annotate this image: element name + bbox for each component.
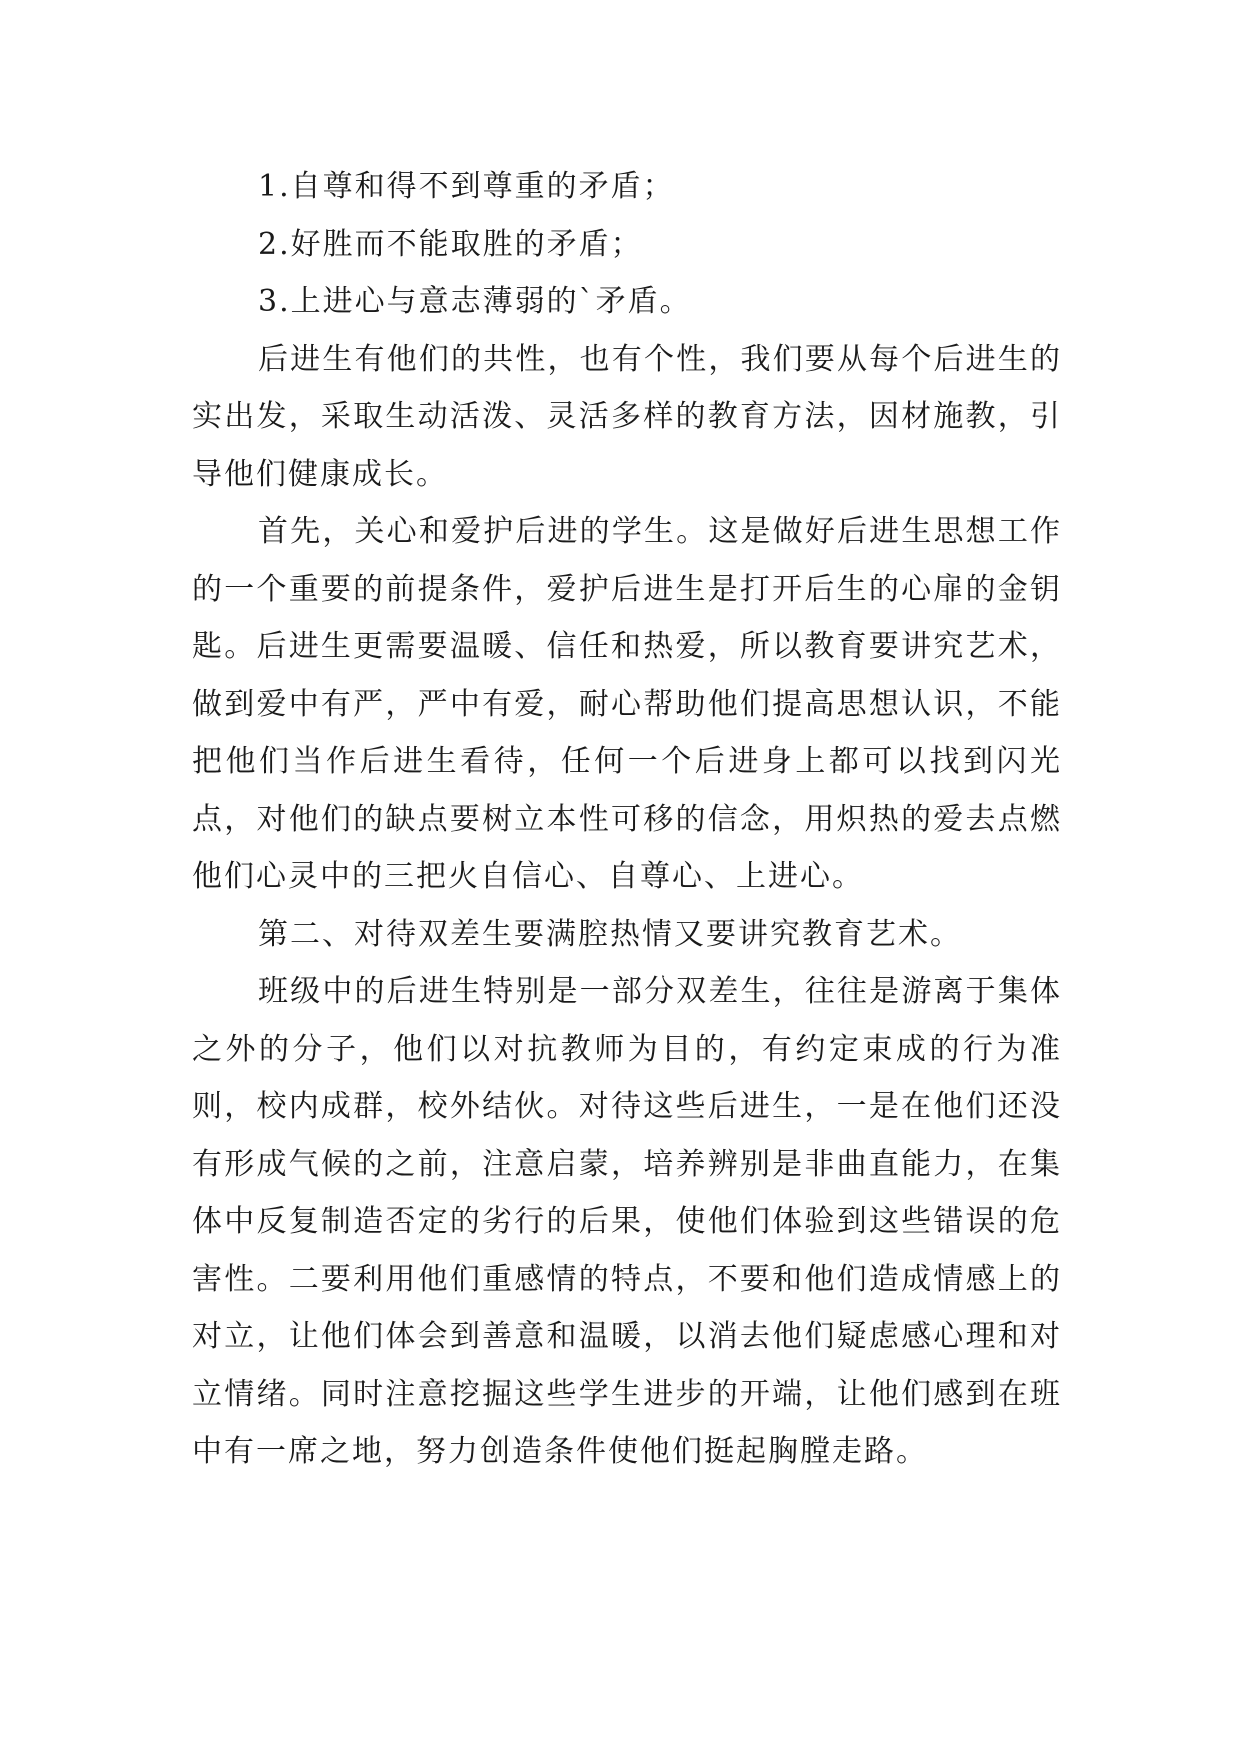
list-item-3: 3.上进心与意志薄弱的`矛盾。 (258, 284, 692, 319)
paragraph-intro: 后进生有他们的共性，也有个性，我们要从每个后进生的实出发，采取生动活泼、灵活多样的教育方法，因材施教，引导他们健康成长。 (192, 341, 1062, 492)
paragraph-double-poor-students: 班级中的后进生特别是一部分双差生，往往是游离于集体之外的分子，他们以对抗教师为目的，有约定束成的行为准则，校内成群，校外结伙。对待这些后进生，一是在他们还没有形成气候的之前，注意启蒙，培养辨别是非曲直能力，在集体中反复制造否定的劣行的后果，使他们体验到这些错误的危害性。二要利用他们重感情的特点，不要和他们造成情感上的对立，让他们体会到善意和温暖，以消去他们疑虑感心理和对立情绪。同时注意挖掘这些学生进步的开端，让他们感到在班中有一席之地，努力创造条件使他们挺起胸膛走路。 (192, 974, 1062, 1469)
list-item-2: 2.好胜而不能取胜的矛盾； (258, 226, 643, 262)
document-body (192, 158, 1062, 1481)
paragraph-second-heading: 第二、对待双差生要满腔热情又要讲究教育艺术。 (258, 916, 962, 952)
paragraph-first: 首先，关心和爱护后进的学生。这是做好后进生思想工作的一个重要的前提条件，爱护后进生是打开后生的心扉的金钥匙。后进生更需要温暖、信任和热爱，所以教育要讲究艺术，做到爱中有严，严中有爱，耐心帮助他们提高思想认识，不能把他们当作后进生看待，任何一个后进身上都可以找到闪光点，对他们的缺点要树立本性可移的信念，用炽热的爱去点燃他们心灵中的三把火自信心、自尊心、上进心。 (192, 514, 1062, 894)
list-item-1: 1.自尊和得不到尊重的矛盾； (258, 169, 675, 204)
